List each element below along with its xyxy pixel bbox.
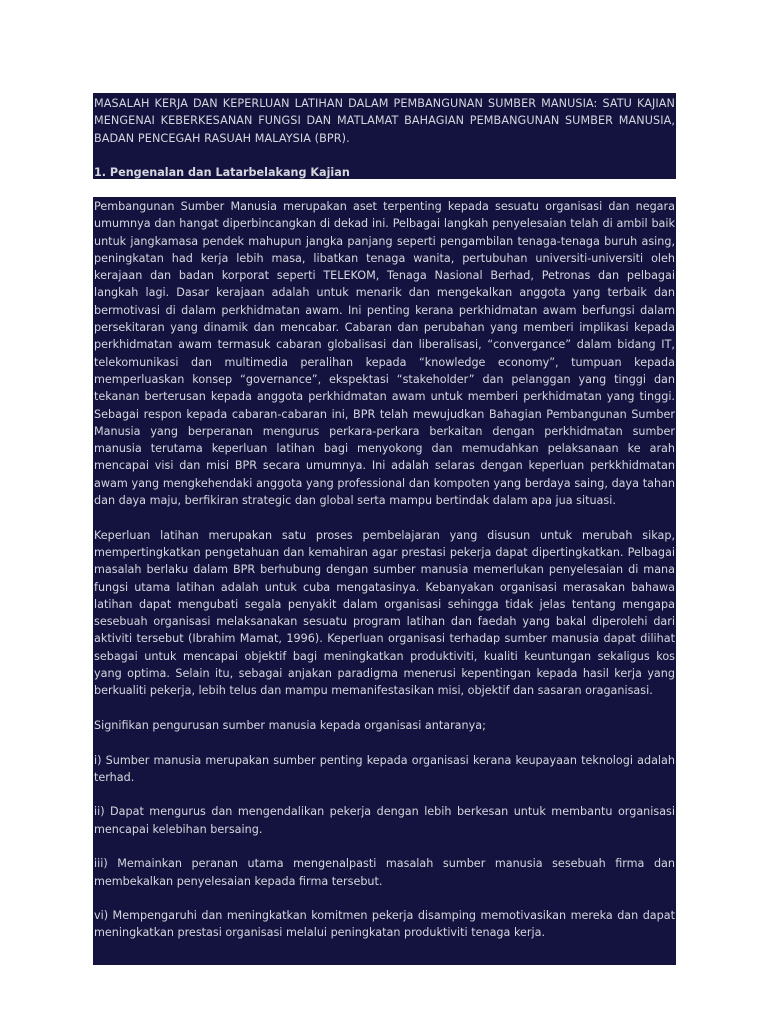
title-block (93, 93, 676, 179)
body-block (93, 197, 676, 965)
list-item: i) Sumber manusia merupakan sumber penting kepada organisasi kerana keupayaan teknologi adalah terhad. (94, 753, 675, 784)
list-item: ii) Dapat mengurus dan mengendalikan pekerja dengan lebih berkesan untuk membantu organisasi mencapai kelebihan bersaing. (94, 805, 675, 836)
paragraph-training-needs: Keperluan latihan merupakan satu proses pembelajaran yang disusun untuk merubah sikap, mempertingkatkan pengetahuan dan kemahiran agar prestasi pekerja dapat dipertingkatkan. Pelbagai masalah berlaku dalam BPR berhubung dengan sumber manusia memerlukan penyelesaian di mana fungsi utama latihan adalah untuk cuba mengatasinya. Kebanyakan organisasi merasakan bahawa latihan dapat mengubati segala penyakit dalam organisasi sehingga tidak jelas tentang mengapa sesebuah organisasi melaksanakan sesuatu program latihan dan faedah yang bakal diperolehi dari aktiviti tersebut (Ibrahim Mamat, 1996). Keperluan organisasi terhadap sumber manusia dapat dilihat sebagai untuk mencapai objektif bagi meningkatkan produktiviti, kualiti keuntungan sekaligus kos yang optima. Selain itu, sebagai anjakan paradigma menerusi kepentingan kepada hasil kerja yang berkualiti pekerja, lebih telus dan mampu memanifestasikan misi, objektif dan sasaran oraganisasi. (94, 528, 675, 698)
document-title: MASALAH KERJA DAN KEPERLUAN LATIHAN DALAM PEMBANGUNAN SUMBER MANUSIA: SATU KAJIAN MENGENAI KEBERKESANAN FUNGSI DAN MATLAMAT BAHAGIAN PEMBANGUNAN SUMBER MANUSIA, BADAN PENCEGAH RASUAH MALAYSIA (BPR). (94, 97, 675, 145)
list-item: vi) Mempengaruhi dan meningkatkan komitmen pekerja disamping memotivasikan mereka dan dapat meningkatkan prestasi organisasi melalui peningkatan produktiviti tenaga kerja. (94, 909, 675, 940)
paragraph-significance-intro: Signifikan pengurusan sumber manusia kepada organisasi antaranya; (94, 718, 486, 732)
paragraph-introduction: Pembangunan Sumber Manusia merupakan aset terpenting kepada sesuatu organisasi dan negara umumnya dan hangat diperbincangkan di dekad ini. Pelbagai langkah penyelesaian telah di ambil baik untuk jangkamasa pendek mahupun jangka panjang seperti pengambilan tenaga-tenaga buruh asing, peningkatan had kerja lebih masa, libatkan tenaga wanita, pertubuhan universiti-universiti oleh kerajaan dan badan korporat seperti TELEKOM, Tenaga Nasional Berhad, Petronas dan pelbagai langkah lagi. Dasar kerajaan adalah untuk menarik dan mengekalkan anggota yang terbaik dan bermotivasi di dalam perkhidmatan awam. Ini penting kerana perkhidmatan awam berfungsi dalam persekitaran yang dinamik dan mencabar. Cabaran dan perubahan yang memberi implikasi kepada perkhidmatan awam termasuk cabaran globalisasi dan liberalisasi, “convergance” dalam bidang IT, telekomunikasi dan multimedia peralihan kepada “knowledge economy”, tumpuan kepada memperluaskan konsep “governance”, ekspektasi “stakeholder” dan pelanggan yang tinggi dan tekanan berterusan kepada anggota perkhidmatan awam untuk memberi perkhidmatan yang tinggi. Sebagai respon kepada cabaran-cabaran ini, BPR telah mewujudkan Bahagian Pembangunan Sumber Manusia yang berperanan mengurus perkara-perkara berkaitan dengan perkhidmatan sumber manusia terutama keperluan latihan bagi menyokong dan memudahkan pelaksanaan ke arah mencapai visi dan misi BPR secara umumnya. Ini adalah selaras dengan keperluan perkkhidmatan awam yang mengkehendaki anggota yang professional dan kompoten yang berdaya saing, daya tahan dan daya maju, berfikiran strategic dan global serta mampu bertindak dalam apa jua situasi. (94, 200, 675, 508)
list-item: iii) Memainkan peranan utama mengenalpasti masalah sumber manusia sesebuah firma dan membekalkan penyelesaian kepada firma tersebut. (94, 857, 675, 888)
section-heading: 1. Pengenalan dan Latarbelakang Kajian (94, 165, 350, 179)
